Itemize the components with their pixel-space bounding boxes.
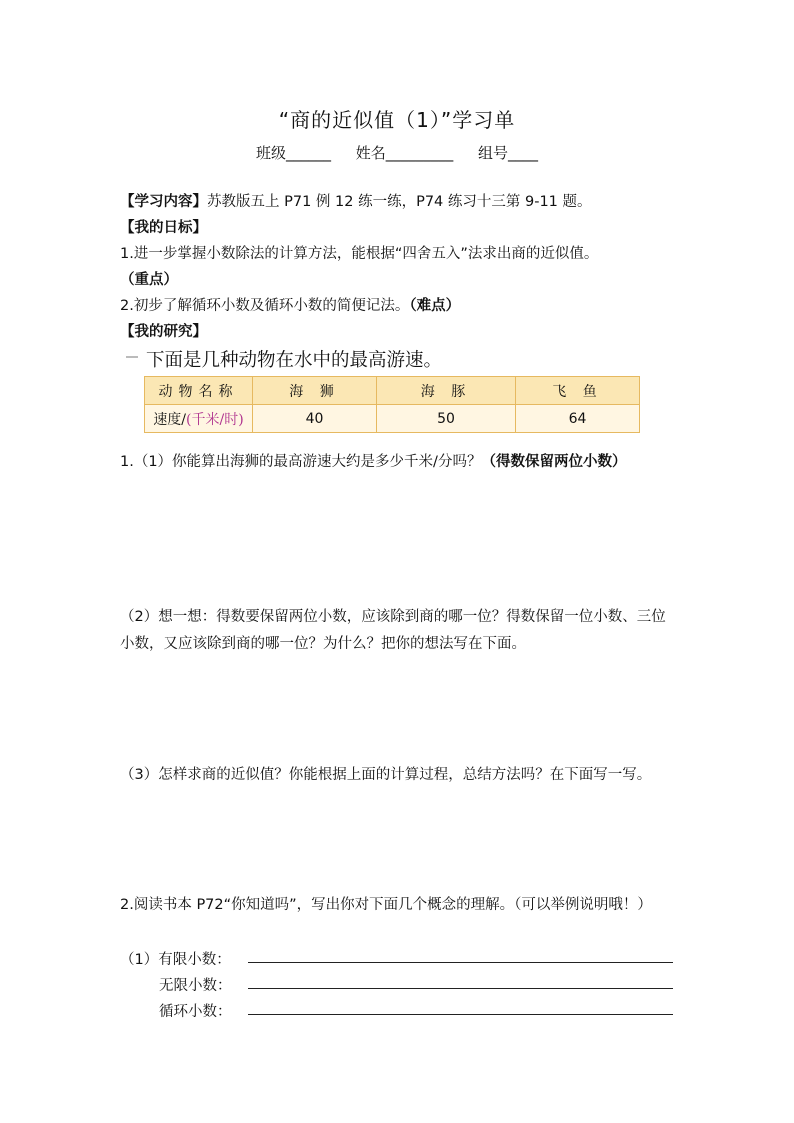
goals-label: 【我的日标】 bbox=[120, 220, 207, 236]
concept-prefix: （1） bbox=[120, 952, 159, 968]
learning-content-text: 苏教版五上 P71 例 12 练一练，P74 练习十三第 9-11 题。 bbox=[207, 194, 592, 210]
question-1-2: （2）想一想：得数要保留两位小数，应该除到商的哪一位？得数保留一位小数、三位小数，又应该除到商的哪一位？为什么？把你的想法写在下面。 bbox=[120, 609, 666, 652]
research-intro: 下面是几种动物在水中的最高游速。 bbox=[146, 350, 443, 371]
goal-2-text: 2.初步了解循环小数及循环小数的简便记法。 bbox=[120, 298, 410, 314]
learning-content bbox=[120, 192, 592, 212]
answer-line-finite[interactable] bbox=[248, 962, 673, 963]
table-header-cell: 动物名称 bbox=[145, 377, 253, 405]
concept-recurring bbox=[159, 1000, 232, 1021]
page-title: “商的近似值（1）”学习单 bbox=[278, 108, 516, 132]
table-header-cell: 海 豚 bbox=[377, 377, 516, 405]
speed-label-prefix: 速度/ bbox=[153, 411, 187, 428]
table-header-cell: 海 狮 bbox=[253, 377, 377, 405]
goal-1: 1.进一步掌握小数除法的计算方法，能根据“四舍五入”法求出商的近似值。 bbox=[120, 246, 599, 262]
group-field[interactable]: 组号____ bbox=[478, 144, 539, 162]
question-1-note: （得数保留两位小数） bbox=[481, 454, 627, 470]
learning-content-label: 【学习内容】 bbox=[120, 194, 207, 210]
goal-2 bbox=[120, 296, 460, 316]
research-label: 【我的研究】 bbox=[120, 324, 207, 340]
table-row bbox=[145, 405, 640, 433]
question-1-text: 1.（1）你能算出海狮的最高游速大约是多少千米/分吗？ bbox=[120, 454, 482, 470]
name-field[interactable]: 姓名_________ bbox=[355, 144, 454, 162]
goal-1-tag: （重点） bbox=[120, 272, 178, 288]
table-cell: 50 bbox=[377, 405, 516, 433]
concept-label: 循环小数： bbox=[159, 1004, 232, 1020]
concept-label: 有限小数： bbox=[158, 952, 231, 968]
question-1 bbox=[120, 452, 626, 472]
question-1-3: （3）怎样求商的近似值？你能根据上面的计算过程，总结方法吗？在下面写一写。 bbox=[120, 767, 652, 783]
speed-row-label bbox=[145, 405, 253, 433]
class-field[interactable]: 班级______ bbox=[255, 144, 331, 162]
concept-infinite bbox=[159, 974, 232, 995]
concept-finite bbox=[120, 948, 231, 969]
table-header-row bbox=[145, 377, 640, 405]
speed-table bbox=[144, 376, 640, 433]
table-cell: 40 bbox=[253, 405, 377, 433]
answer-line-recurring[interactable] bbox=[248, 1014, 673, 1015]
student-info bbox=[0, 142, 794, 163]
table-cell: 64 bbox=[516, 405, 640, 433]
intro-bullet bbox=[126, 356, 138, 358]
table-header-cell: 飞 鱼 bbox=[516, 377, 640, 405]
question-2: 2.阅读书本 P72“你知道吗”，写出你对下面几个概念的理解。（可以举例说明哦！） bbox=[120, 897, 652, 913]
goal-2-tag: （难点） bbox=[409, 298, 461, 314]
concept-label: 无限小数： bbox=[159, 978, 232, 994]
answer-line-infinite[interactable] bbox=[248, 988, 673, 989]
speed-unit: (千米/时) bbox=[186, 411, 244, 428]
